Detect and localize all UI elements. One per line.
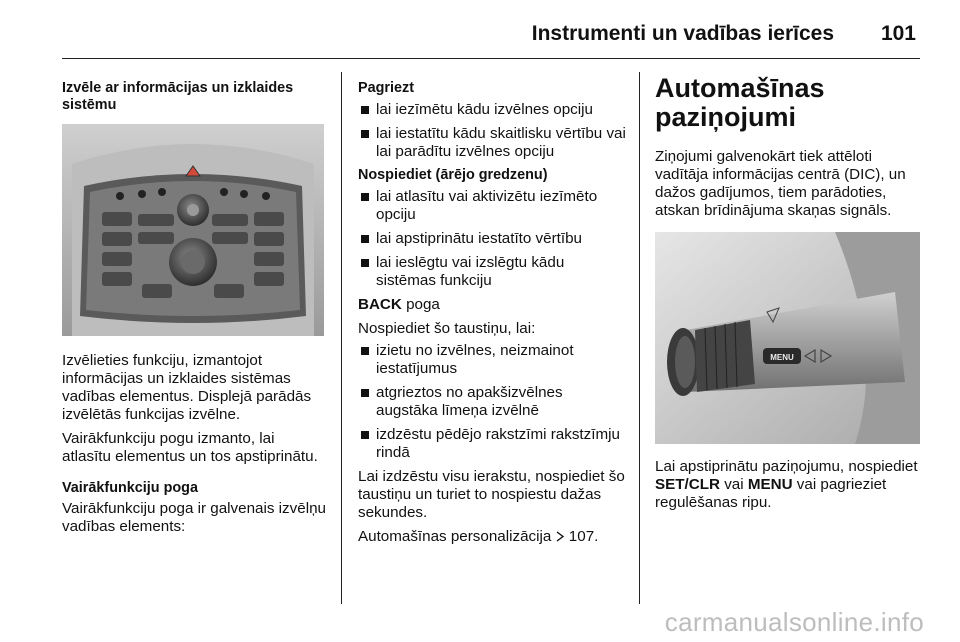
- page-number: 101: [880, 22, 916, 45]
- text-segment: Lai apstiprinātu paziņojumu, nospiediet: [655, 458, 918, 475]
- text-segment: vai: [719, 476, 748, 493]
- list-item: lai apstiprinātu iestatīto vērtību: [358, 230, 628, 248]
- paragraph: [655, 458, 923, 512]
- cross-reference: [358, 528, 628, 546]
- bullet-list: [358, 188, 628, 290]
- list-item: lai atlasītu vai aktivizētu iezīmēto opciju: [358, 188, 628, 224]
- paragraph: Vairākfunkciju poga ir galvenais izvēlņu vadības elements:: [62, 500, 326, 535]
- paragraph: Vairākfunkciju pogu izmanto, lai atlasītu elementus un tos apstiprinātu.: [62, 430, 318, 465]
- list-item: lai iezīmētu kādu izvēlnes opciju: [358, 101, 628, 119]
- list-item: atgrieztos no apakšizvēlnes augstāka līmeņa izvēlnē: [358, 384, 628, 420]
- column-2: [358, 80, 628, 552]
- bullet-list: [358, 101, 628, 161]
- back-label: BACK: [358, 296, 402, 313]
- page-header: [62, 14, 920, 59]
- turn-signal-lever-illustration: [655, 232, 920, 444]
- list-item: izietu no izvēlnes, neizmainot iestatījumus: [358, 342, 628, 378]
- subheading: Nospiediet (ārējo gredzenu): [358, 167, 548, 183]
- setclr-label: SET/CLR: [655, 476, 720, 493]
- back-paragraph: [358, 296, 628, 314]
- text-segment: vai pagrieziet regulēšanas ripu.: [655, 476, 887, 511]
- cross-reference-arrow-icon: [556, 531, 565, 542]
- reference-page: 107.: [568, 528, 599, 545]
- list-item: izdzēstu pēdējo rakstzīmi rakstzīmju rindā: [358, 426, 628, 462]
- page-title: Instrumenti un vadības ierīces: [531, 22, 834, 45]
- infotainment-control-panel-illustration: [62, 124, 324, 336]
- column-divider: [341, 72, 342, 604]
- list-item: lai ieslēgtu vai izslēgtu kādu sistēmas funkciju: [358, 254, 628, 290]
- bullet-list: [358, 342, 628, 462]
- paragraph: Ziņojumi galvenokārt tiek attēloti vadītāja informācijas centrā (DIC), un dažos gadījumos, tiem parādoties, atskan brīdinājuma skaņas signāls.: [655, 148, 906, 219]
- watermark: carmanualsonline.info: [664, 607, 924, 637]
- paragraph: Lai izdzēstu visu ierakstu, nospiediet šo taustiņu un turiet to nospiestu dažas sekundes.: [358, 468, 625, 521]
- column-1: [62, 80, 327, 542]
- paragraph: Izvēlieties funkciju, izmantojot informācijas un izklaides sistēmas vadības elementus. Displejā parādās izvēlētās funkcijas izvēlne.: [62, 352, 312, 423]
- subheading: Pagriezt: [358, 80, 414, 96]
- reference-text: Automašīnas personalizācija: [358, 528, 552, 545]
- menu-button-label: MENU: [770, 353, 794, 362]
- paragraph: Nospiediet šo taustiņu, lai:: [358, 320, 536, 337]
- column-divider: [639, 72, 640, 604]
- section-title: Automašīnas paziņojumi: [655, 73, 825, 132]
- section-heading: Izvēle ar informācijas un izklaides sistēmu: [62, 80, 294, 113]
- list-item: lai iestatītu kādu skaitlisku vērtību vai lai parādītu izvēlnes opciju: [358, 125, 628, 161]
- menu-label: MENU: [747, 476, 793, 493]
- column-3: [655, 73, 923, 518]
- subheading: Vairākfunkciju poga: [62, 480, 198, 496]
- back-suffix: poga: [401, 296, 440, 313]
